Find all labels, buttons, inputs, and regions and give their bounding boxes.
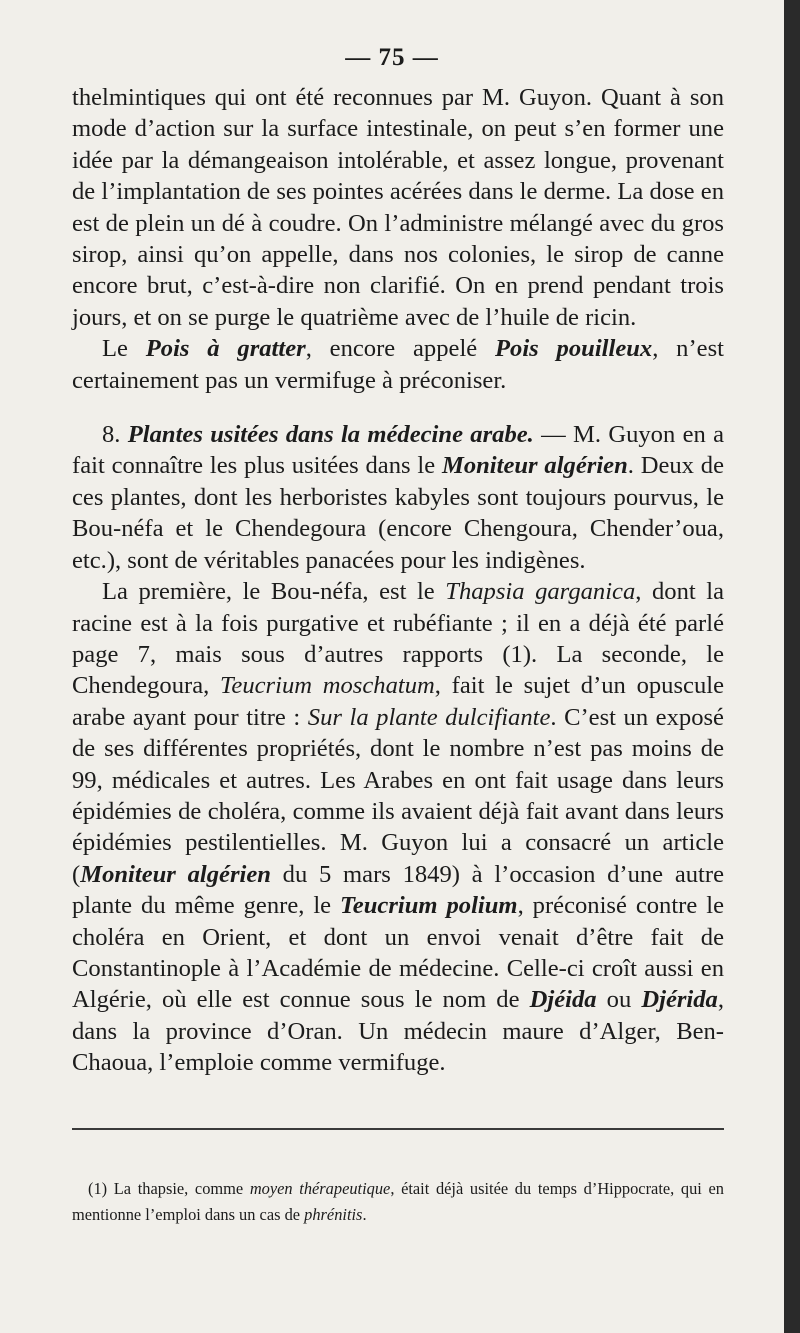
footnote (72, 1176, 724, 1228)
text-run: , encore appelé (305, 335, 496, 363)
italic-term: Teucrium moschatum (220, 672, 435, 700)
italic-term: Thapsia garganica (445, 578, 636, 606)
footnote-text (72, 1176, 724, 1228)
paragraph-pois-a-gratter (72, 333, 724, 396)
paragraph-continuation (72, 82, 724, 333)
italic-term: phrénitis (304, 1205, 363, 1224)
text-run: , dans la province d’Oran. Un médecin maure d’Alger, Ben-Chaoua, l’emploie comme vermifuge. (72, 986, 725, 1077)
italic-term: Sur la plante dulcifiante (307, 703, 551, 731)
text-run: , préconisé contre le choléra en Orient, et dont un envoi venait d’être fait de Constantinople à l’Académie de médecine. Celle-ci croît aussi en Algérie, où elle est connue sous le nom de (72, 892, 724, 1014)
page-number: — 75 — (345, 44, 439, 71)
text-run: — M. Guyon en a fait connaître les plus usitées dans le (72, 421, 724, 480)
text-run: du 5 mars 1849) à l’occasion d’une autre plante du même genre, le (72, 860, 724, 920)
italic-term: Moniteur algérien (441, 452, 628, 480)
paragraph-bou-nefa (72, 576, 724, 1079)
italic-term: Djéida (529, 986, 597, 1014)
italic-term: Pois pouilleux (495, 335, 653, 363)
text-run: 8. (102, 421, 128, 449)
text-run: , n’est certainement pas un vermifuge à préconiser. (72, 335, 724, 394)
text-run: , fait le sujet d’un opuscule arabe ayant pour titre : (72, 672, 724, 731)
italic-term: moyen thérapeutique (249, 1179, 391, 1198)
section-title: Plantes usitées dans la médecine arabe. (127, 421, 534, 449)
text-run: , était déjà usitée du temps d’Hippocrate, qui en mentionne l’emploi dans un cas de (72, 1179, 724, 1224)
text-run: . C’est un exposé de ses différentes propriétés, dont le nombre n’est pas moins de 99, médicales et autres. Les Arabes en ont fait usage dans leurs épidémies de choléra, comme ils avaient déjà fait avant dans leurs épidémies pestilentielles. M. Guyon lui a consacré un article ( (72, 703, 724, 888)
text-run: (1) La thapsie, comme (88, 1179, 250, 1198)
text-run: Le (102, 335, 146, 363)
text-run: . (362, 1205, 367, 1224)
main-text (72, 82, 724, 1079)
text-run: , dont la racine est à la fois purgative et rubéfiante ; il en a déjà été parlé page 7, mais sous d’autres rapports (1). La seconde, le Chendegoura, (72, 578, 725, 700)
italic-term: Moniteur algérien (80, 860, 271, 888)
text-run: ou (596, 986, 642, 1014)
text-run: thelmintiques qui ont été reconnues par M. Guyon. Quant à son mode d’action sur la surface intestinale, on peut s’en former une idée par la démangeaison intolérable, et assez longue, provenant de l’implantation de ses pointes acérées dans le derme. La dose en est de plein un dé à coudre. On l’administre mélangé avec du gros sirop, ainsi qu’on appelle, dans nos colonies, le sirop de canne encore brut, c’est-à-dire non clarifié. On en prend pendant trois jours, et on se purge le quatrième avec de l’huile de ricin. (72, 84, 724, 331)
section-8-heading-paragraph (72, 419, 724, 576)
text-run: La première, le Bou-néfa, est le (102, 578, 446, 606)
text-run: . Deux de ces plantes, dont les herboristes kabyles sont toujours pourvus, le Bou-néfa et le Chendegoura (encore Chengoura, Chender’oua, etc.), sont de véritables panacées pour les indigènes. (72, 452, 724, 574)
italic-term: Teucrium polium (340, 892, 518, 920)
footnote-divider (72, 1128, 724, 1130)
italic-term: Pois à gratter (145, 335, 306, 363)
italic-term: Djérida (641, 986, 718, 1014)
